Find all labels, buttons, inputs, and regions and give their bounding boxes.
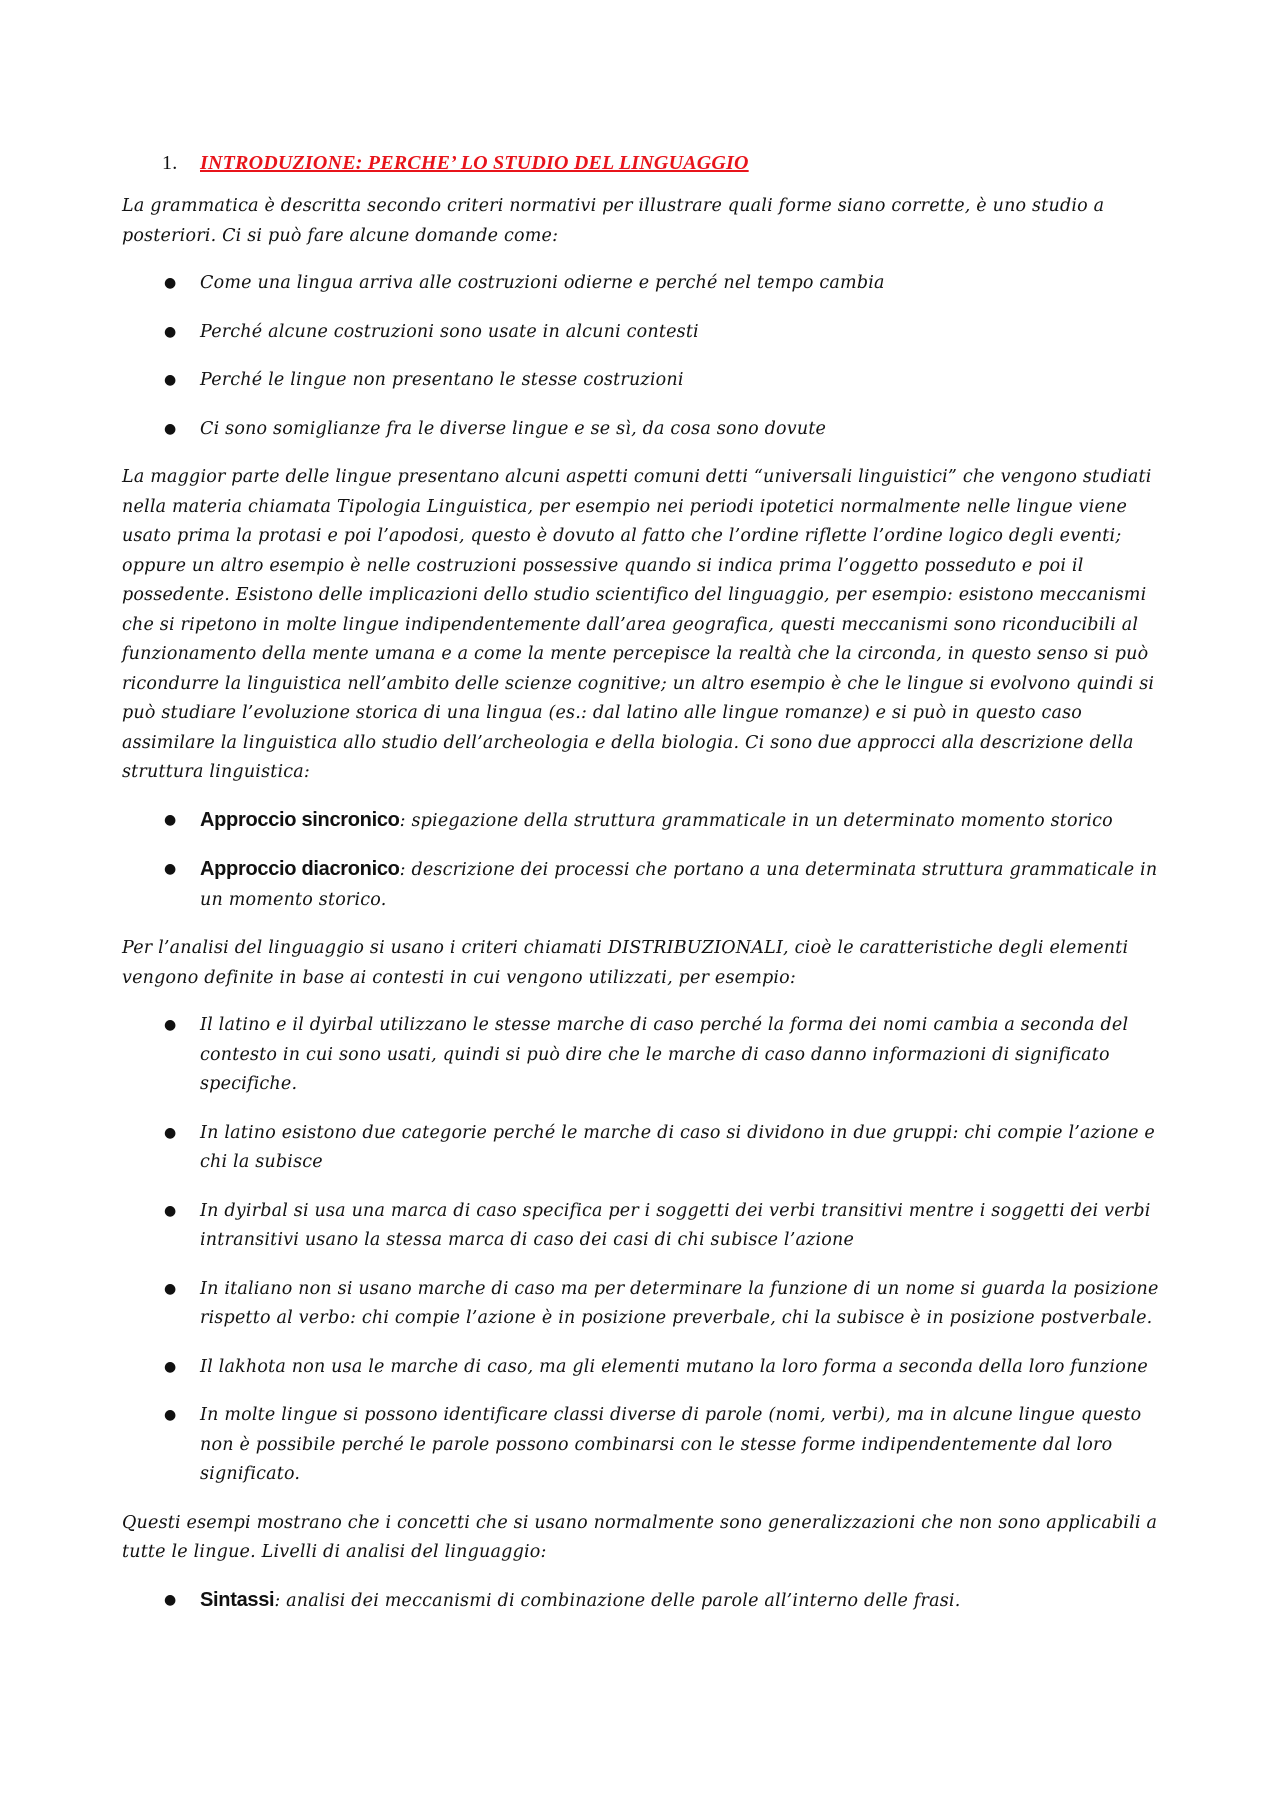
list-item: ● Il lakhota non usa le marche di caso, ma gli elementi mutano la loro forma a seconda della loro funzione [122,1353,1174,1383]
list-item: ● In latino esistono due categorie perché le marche di caso si dividono in due gruppi: chi compie l’azione e chi la subisce [122,1119,1174,1178]
bullet-icon: ● [164,372,177,388]
conclusion-paragraph: Questi esempi mostrano che i concetti che si usano normalmente sono generalizzazioni che non sono applicabili a tutte le lingue. Livelli di analisi del linguaggio: [122,1512,1158,1562]
document-body [122,148,1174,1635]
bullet-icon: ● [164,861,177,877]
list-item: ● In molte lingue si possono identificare classi diverse di parole (nomi, verbi), ma in alcune lingue questo non è possibile perché le parole possono combinarsi con le stesse forme indipendentemente dal loro significato. [122,1401,1174,1490]
list-item: ● Il latino e il dyirbal utilizzano le stesse marche di caso perché la forma dei nomi cambia a seconda del contesto in cui sono usati, quindi si può dire che le marche di caso danno informazioni di significato specifiche. [122,1011,1174,1100]
list-item: ● Sintassi: analisi dei meccanismi di combinazione delle parole all’interno delle frasi. [122,1586,1174,1617]
bullet-icon: ● [164,275,177,291]
list-item: ● In italiano non si usano marche di caso ma per determinare la funzione di un nome si guarda la posizione rispetto al verbo: chi compie l’azione è in posizione preverbale, chi la subisce è in posizione postverbale. [122,1275,1174,1334]
bullet-icon: ● [164,323,177,340]
bullet-icon: ● [164,1202,177,1219]
list-item: ● Perché alcune costruzioni sono usate in alcuni contesti [122,318,1174,348]
approaches-list [122,806,1174,916]
bullet-icon: ● [164,1591,177,1608]
questions-list [122,269,1174,444]
list-item: ● Approccio diacronico: descrizione dei processi che portano a una determinata struttura grammaticale in un momento storico. [122,855,1174,915]
section-heading [122,148,1174,178]
universals-paragraph: La maggior parte delle lingue presentano alcuni aspetti comuni detti “universali linguistici” che vengono studiati nella materia chiamata Tipologia Linguistica, per esempio nei periodi ipotetici normalmente nelle lingue viene usato prima la protasi e poi l’apodosi, questo è dovuto al fatto che l’ordine riflette l’ordine logico degli eventi; oppure un altro esempio è nelle costruzioni possessive quando si indica prima l’oggetto posseduto e poi il possedente. Esistono delle implicazioni dello studio scientifico del linguaggio, per esempio: esistono meccanismi che si ripetono in molte lingue indipendentemente dall’area geografica, questi meccanismi sono riconducibili al funzionamento della mente umana e a come la mente percepisce la realtà che la circonda, in questo senso si può ricondurre la linguistica nell’ambito delle scienze cognitive; un altro esempio è che le lingue si evolvono quindi si può studiare l’evoluzione storica di una lingua (es.: dal latino alle lingue romanze) e si può in questo caso assimilare la linguistica allo studio dell’archeologia e della biologia. Ci sono due approcci alla descrizione della struttura linguistica: [122,467,1155,782]
bullet-icon: ● [164,1017,177,1033]
section-title: INTRODUZIONE: PERCHE’ LO STUDIO DEL LINGUAGGIO [200,152,749,174]
list-item: ● In dyirbal si usa una marca di caso specifica per i soggetti dei verbi transitivi mentre i soggetti dei verbi intransitivi usano la stessa marca di caso dei casi di chi subisce l’azione [122,1197,1174,1256]
bullet-icon: ● [164,420,177,437]
bullet-icon: ● [164,1358,177,1375]
approach-term: Approccio diacronico [200,858,400,880]
bullet-icon: ● [164,1280,177,1297]
list-item: ● Approccio sincronico: spiegazione della struttura grammaticale in un determinato momento storico [122,806,1174,837]
bullet-icon: ● [164,811,177,828]
bullet-icon: ● [164,1407,177,1423]
levels-list [122,1586,1174,1617]
distributional-paragraph: Per l’analisi del linguaggio si usano i criteri chiamati DISTRIBUZIONALI, cioè le caratteristiche degli elementi vengono definite in base ai contesti in cui vengono utilizzati, per esempio: [122,938,1129,988]
list-item: ● Perché le lingue non presentano le stesse costruzioni [122,366,1174,396]
intro-paragraph: La grammatica è descritta secondo criteri normativi per illustrare quali forme siano corrette, è uno studio a posteriori. Ci si può fare alcune domande come: [122,196,1105,246]
list-item: ● Ci sono somiglianze fra le diverse lingue e se sì, da cosa sono dovute [122,415,1174,445]
examples-list [122,1011,1174,1490]
section-number: 1. [162,152,178,174]
approach-term: Approccio sincronico [200,808,400,831]
bullet-icon: ● [164,1124,177,1141]
level-term: Sintassi [200,1588,275,1611]
list-item: ● Come una lingua arriva alle costruzioni odierne e perché nel tempo cambia [122,269,1174,299]
